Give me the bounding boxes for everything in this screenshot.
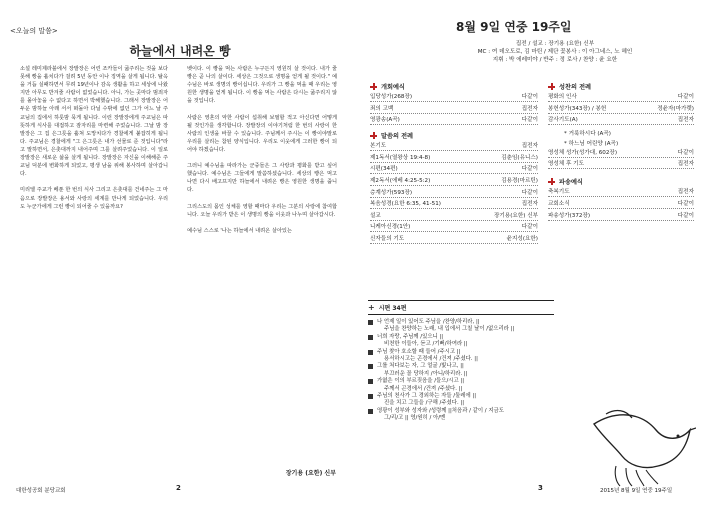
- order-row: 신자들의 기도 윤지성(요한): [370, 235, 538, 242]
- square-bullet-icon: [368, 394, 373, 399]
- section-heading: [370, 131, 538, 140]
- order-row: 봉헌성가(343장) / 봉헌 정윤자(마가렛): [548, 105, 694, 112]
- clergy-info: [416, 39, 694, 63]
- order-row: 설교 장기용(요한) 신부: [370, 212, 538, 219]
- section-label: 말씀의 전례: [381, 133, 414, 141]
- square-bullet-icon: [368, 320, 373, 325]
- order-row: 층계성가(593장) 다같이: [370, 189, 538, 196]
- order-row: 교회소식 다같이: [548, 200, 694, 207]
- psalm-verse-bold: 영광이 성부와 성자와 /성령께 ||처음과 / 같이 / 지금도: [368, 408, 554, 415]
- psalm-verse-bold: 그를 쳐다보는 자, 그 얼굴 /빛나고, ||: [368, 363, 554, 370]
- order-row: 본기도 집전자: [370, 143, 538, 150]
- psalm-verse: 진을 치고 그들을 /구해 /주셨다. ||: [384, 400, 465, 407]
- order-row: 제2독서(에베 4:25-5:2) 김용경(마르틴): [370, 177, 538, 184]
- cross-icon: [548, 83, 555, 90]
- order-row: 입당성가(268장) 다같이: [370, 94, 538, 100]
- section-heading: [548, 177, 694, 186]
- psalm-verse: 그/리/고 || 영/원히 / 아/멘: [384, 415, 446, 422]
- psalm-verse: 주님을 찬양하는 노래, 내 입에서 그칠 날이 /없으리라 ||: [384, 326, 515, 333]
- psalm-verse: 용서하시고는 곤경에서 /건져 /주셨다. ||: [384, 356, 478, 363]
- section-label: 개회예식: [381, 84, 405, 91]
- psalm-verse-bold: 나 언제 일이 있어도 주님을 /찬양/하리라, ||: [368, 319, 554, 326]
- footer-date: 2015년 8월 9일 연중 19주일: [600, 488, 673, 494]
- psalm-verse-bold: 너희 자랑, 주님께 /있으니 ||: [368, 334, 554, 341]
- section-heading: [548, 82, 694, 91]
- square-bullet-icon: [368, 335, 373, 340]
- cross-icon: [370, 83, 377, 90]
- order-row: 축복기도 집전자: [548, 189, 694, 196]
- clergy-line: MC : 여 데오도로, 김 마틴 / 제단 꽃봉사 : 이 아그네스, 노 헤인: [477, 49, 633, 55]
- note-item: * 거룩하시다 (A곡): [564, 130, 611, 137]
- psalm-lines: [368, 319, 554, 423]
- signature: 장기용 (요한) 신부: [285, 470, 336, 477]
- dove-icon: [586, 400, 696, 490]
- section-heading: [370, 82, 538, 91]
- note-item: * 하느님 어린양 (A곡): [564, 140, 619, 147]
- note-list: [548, 129, 694, 147]
- square-bullet-icon: [368, 350, 373, 355]
- psalm-verse: 부끄러운 꼴 당하지 /아니/하리라. ||: [384, 370, 468, 377]
- section-tag: <오늘의 말씀>: [10, 27, 58, 35]
- sermon-title: 하늘에서 내려온 빵: [129, 44, 231, 58]
- order-row: 영성체 후 기도 집전자: [548, 161, 694, 168]
- section-label: 성찬의 전례: [559, 84, 592, 91]
- sermon-column-1: 소설 레미제라블에서 장발장은 어린 조카들이 굶주리는 것을 보다 못해 빵을 훔치다가 걸려 5년 동안 이나 징역을 살게 됩니다. 탈옥을 거듭 실패하면서 무려 19년이나 감옥 생활을 하고 세상에 나왔지만 아무도 반겨줄 사람이 없었습니다. 아니, 가는 곳마다 범죄자를 몰아놓을 수 없다고 하면서 박해했습니다. 그래서 장발장은 어두운 밤하늘 아래 서서 떠돌아 다닐 수밖에 없던 그가 어느 날 주교님의 집에서 하룻밤 묵게 됩니다. 이런 장발장에게 주교님은 따뜻하게 식사를 대접하고 잠자리를 마련해 주었습니다. 그날 밤 장발장은 그 집 은그릇을 훔쳐 도망치다가 경찰에게 붙잡히게 됩니다. 주교님은 경찰에게 "그 은그릇은 내가 선물로 준 것입니다"라고 말하면서, 은촛대까지 내어주며 그를 살려주었습니다. 이 일로 장발장은 새로운 삶을 살게 됩니다. 장발장은 자신을 이해해준 주교님 덕분에 변화하게 되었고, 평생 남을 위해 봉사하며 살아갑니다. 미리엘 주교가 베푼 한 번의 식사 그리고 은촛대를 건네주는 그 마음으로 장발장은 용서와 사랑의 세계를 만나게 되었습니다. 우리도 누군가에게 그런 빵이 되어줄 수 있을까요?: [20, 66, 168, 210]
- psalm-verse-bold: 가엾은 이의 부르짖음을 /들으/시고 ||: [368, 378, 554, 385]
- order-row: 영성체 성가(성가대, 602장) 다같이: [548, 149, 694, 156]
- order-right: [548, 82, 694, 224]
- page-number-left: 2: [176, 484, 181, 492]
- psalm-verse-bold: 주님 찾아 호소할 때 들어 /주시고 ||: [368, 349, 554, 356]
- psalm-heading: [368, 300, 554, 315]
- psalm-block: [368, 300, 554, 423]
- order-row: 제1독서(열왕상 19:4-8) 김춘임(유니스): [370, 154, 538, 161]
- plus-icon: +: [368, 303, 375, 312]
- psalm-verse: 주께서 곤경에서 /건져 /주셨다. ||: [384, 385, 463, 392]
- psalm-verse-bold: 주님의 천사가 그 경외하는 자들 /둘레에 ||: [368, 393, 554, 400]
- service-title: 8월 9일 연중 19주일: [456, 20, 572, 34]
- sermon-column-2: 벳이다. 이 빵을 먹는 사람은 누구든지 영원히 살 것이다. 내가 줄 빵은 곧 나의 살이다. 세상은 그것으로 생명을 얻게 될 것이다." 예수님은 바로 생명의 빵이십니다. 우리가 그 빵을 먹을 때 우리는 영원한 생명을 얻게 됩니다. 이 빵을 먹는 사람은 다시는 굶주리지 않을 것입니다. 사람은 영혼의 악한 사람이 섭취해 보필할 적고 아신다면 어떻게 될 것인가를 생각합니다. 장발장의 이야기처럼 한 번의 사랑이 한 사람의 인생을 바꿀 수 있습니다. 주님께서 주시는 이 빵이야말로 우리를 살리는 참된 양식입니다. 우리도 이웃에게 그러한 빵이 되어야 하겠습니다. 그러니 예수님을 따라가는 군중들은 그 사랑과 평화를 받고 싶어 했습니다. 예수님은 그들에게 말씀하셨습니다. 세상의 빵은 먹고 나면 다시 배고프지만 하늘에서 내려온 빵은 영원한 생명을 줍니다. 그리스도의 몸인 성체를 영할 때마다 우리는 그분의 사랑에 참여합니다. 오늘 우리가 받은 이 생명의 빵을 이웃과 나누며 살아갑시다. 예수님 스스로 '나는 하늘에서 내려온 살아있는: [187, 66, 337, 234]
- order-row: 니케아신경(1안) 다같이: [370, 224, 538, 231]
- order-left: [370, 82, 538, 248]
- clergy-line: 지휘 : 박 에레미야 / 반주 : 정 로사 / 찬양 : 윤 요한: [492, 57, 618, 63]
- square-bullet-icon: [368, 379, 373, 384]
- order-row: 평화의 인사 다같이: [548, 94, 694, 100]
- section-label: 파송예식: [559, 179, 583, 187]
- footer-church-name: 대한성공회 분당교회: [16, 488, 66, 494]
- square-bullet-icon: [368, 409, 373, 414]
- title-underline: [138, 58, 224, 59]
- clergy-line: 집전 / 설교 : 장기용 (요한) 신부: [515, 41, 595, 47]
- psalm-title: 시편 34편: [378, 305, 407, 312]
- order-row: 영광송(A곡) 다같이: [370, 117, 538, 124]
- order-row: 죄의 고백 집전자: [370, 105, 538, 112]
- square-bullet-icon: [368, 364, 373, 369]
- cross-icon: [548, 178, 555, 185]
- order-row: 시편(34편) 다같이: [370, 166, 538, 173]
- page-number-right: 3: [538, 484, 543, 492]
- order-row: 복음성경(요한 6:35, 41-51) 집전자: [370, 201, 538, 208]
- order-row: 감사기도(A) 집전자: [548, 117, 694, 124]
- order-row: 파송성가(372장) 다같이: [548, 212, 694, 219]
- psalm-verse: 비천한 이들아, 듣고 /기뻐/하여라 ||: [384, 341, 468, 348]
- cross-icon: [370, 132, 377, 139]
